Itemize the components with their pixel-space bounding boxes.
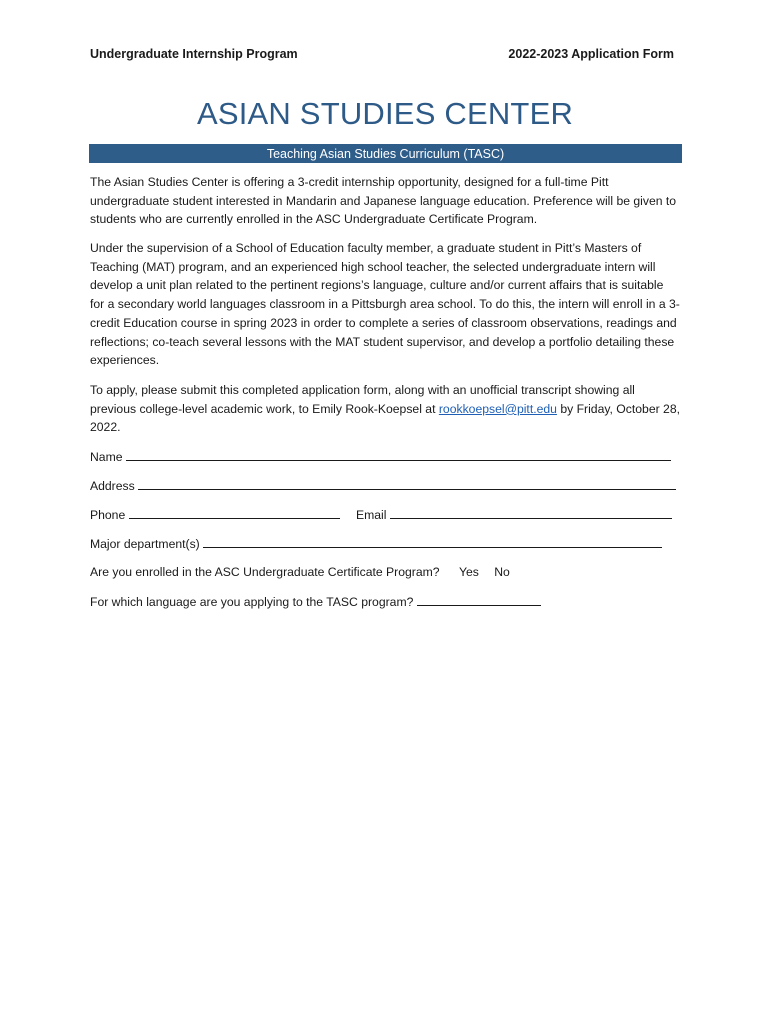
email-link[interactable]: rookkoepsel@pitt.edu	[438, 401, 557, 416]
phone-input[interactable]	[129, 507, 340, 519]
page-title: ASIAN STUDIES CENTER	[196, 96, 574, 131]
language-question: For which language are you applying to the TASC program?	[90, 595, 414, 609]
language-input[interactable]	[417, 594, 541, 606]
apply-text-start: To apply, please submit this completed application form, along with an unofficial transcript showing all previous college-level academic work, to Emily Rook-Koepsel at	[90, 383, 635, 416]
enrolled-question-row	[90, 565, 510, 579]
address-label: Address	[90, 479, 135, 493]
address-field	[90, 478, 676, 493]
program-banner: Teaching Asian Studies Curriculum (TASC)	[89, 144, 682, 163]
major-label: Major department(s)	[90, 537, 200, 551]
name-input[interactable]	[126, 449, 671, 461]
language-field	[90, 594, 541, 609]
email-field	[356, 507, 672, 522]
header-program: Undergraduate Internship Program	[90, 47, 298, 61]
phone-field	[90, 507, 340, 522]
enrolled-question: Are you enrolled in the ASC Undergraduate Certificate Program?	[90, 565, 440, 579]
supervision-paragraph: Under the supervision of a School of Education faculty member, a graduate student in Pitt’s Masters of Teaching (MAT) program, and an experienced high school teacher, the selected undergraduate intern will develop a unit plan related to the pertinent regions’s language, culture and/or current affairs that is suitable for a secondary world languages classroom in a Pittsburgh area school. To do this, the intern will enroll in a 3-credit Education course in spring 2023 in order to complete a series of classroom observations, readings and reflections; co-teach several lessons with the MAT student supervisor, and develop a portfolio detailing these experiences.	[90, 241, 680, 368]
major-field	[90, 536, 662, 551]
no-option[interactable]: No	[494, 565, 510, 579]
address-input[interactable]	[138, 478, 676, 490]
email-label: Email	[356, 508, 387, 522]
name-label: Name	[90, 450, 123, 464]
yes-option[interactable]: Yes	[458, 565, 479, 579]
intro-paragraph: The Asian Studies Center is offering a 3-credit internship opportunity, designed for a full-time Pitt undergraduate student interested in Mandarin and Japanese language education. Preference will be given to students who are currently enrolled in the ASC Undergraduate Certificate Program.	[90, 175, 677, 227]
email-input[interactable]	[390, 507, 672, 519]
header-form-year: 2022-2023 Application Form	[508, 47, 674, 61]
apply-text-end: by Friday, October 28, 2022.	[90, 401, 680, 435]
apply-paragraph	[90, 381, 680, 437]
name-field	[90, 449, 671, 464]
phone-label: Phone	[90, 508, 126, 522]
major-input[interactable]	[203, 536, 662, 548]
